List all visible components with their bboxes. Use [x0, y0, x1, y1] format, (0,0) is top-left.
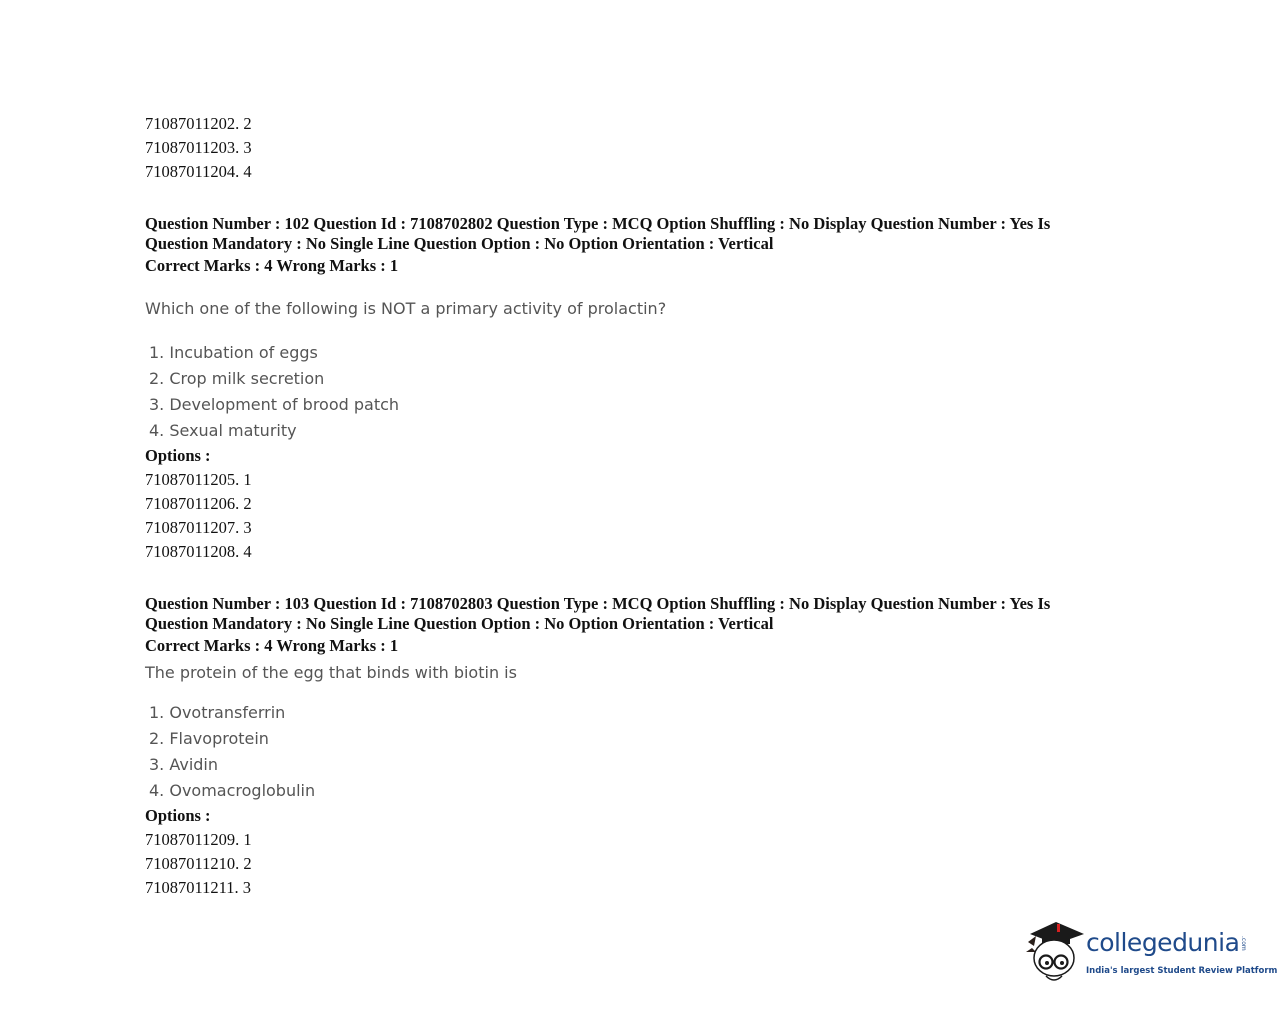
question-meta: Question Number : 102 Question Id : 7108702802 Question Type : MCQ Option Shuffling : No Display Question Number : Yes Is	[145, 214, 1051, 233]
document-page	[145, 112, 1145, 900]
prev-options	[145, 112, 1145, 184]
option-id: 71087011209. 1	[145, 830, 252, 849]
question-text: Which one of the following is NOT a primary activity of prolactin?	[145, 299, 667, 318]
option-id: 71087011207. 3	[145, 518, 252, 537]
option-id: 71087011208. 4	[145, 542, 252, 561]
question-marks: Correct Marks : 4 Wrong Marks : 1	[145, 636, 399, 655]
question-text: The protein of the egg that binds with biotin is	[145, 663, 517, 682]
mascot-icon	[1024, 918, 1086, 988]
options-label: Options :	[145, 446, 211, 465]
choice-item: 4. Ovomacroglobulin	[149, 781, 316, 800]
logo-suffix: .com	[1240, 936, 1247, 951]
question-meta: Question Number : 103 Question Id : 7108702803 Question Type : MCQ Option Shuffling : No Display Question Number : Yes Is	[145, 594, 1051, 613]
option-id: 71087011206. 2	[145, 494, 252, 513]
question-meta: Question Mandatory : No Single Line Question Option : No Option Orientation : Vertical	[145, 234, 774, 253]
option-id: 71087011210. 2	[145, 854, 252, 873]
choice-item: 1. Incubation of eggs	[149, 343, 318, 362]
question-103	[145, 594, 1145, 900]
options-label: Options :	[145, 806, 211, 825]
question-meta: Question Mandatory : No Single Line Question Option : No Option Orientation : Vertical	[145, 614, 774, 633]
question-102	[145, 214, 1145, 564]
option-id: 71087011205. 1	[145, 470, 252, 489]
logo-wordmark: collegedunia	[1086, 928, 1240, 957]
choice-list	[145, 340, 1145, 444]
collegedunia-logo[interactable]	[1024, 918, 1278, 988]
choice-item: 2. Crop milk secretion	[149, 369, 325, 388]
option-id: 71087011204. 4	[145, 162, 252, 181]
choice-item: 2. Flavoprotein	[149, 729, 269, 748]
option-id: 71087011211. 3	[145, 878, 252, 897]
option-id: 71087011203. 3	[145, 138, 252, 157]
option-id: 71087011202. 2	[145, 114, 252, 133]
choice-item: 3. Avidin	[149, 755, 219, 774]
choice-item: 4. Sexual maturity	[149, 421, 297, 440]
choice-item: 3. Development of brood patch	[149, 395, 400, 414]
question-marks: Correct Marks : 4 Wrong Marks : 1	[145, 256, 399, 275]
choice-list	[145, 700, 1145, 804]
logo-tagline: India's largest Student Review Platform	[1086, 966, 1278, 976]
choice-item: 1. Ovotransferrin	[149, 703, 286, 722]
